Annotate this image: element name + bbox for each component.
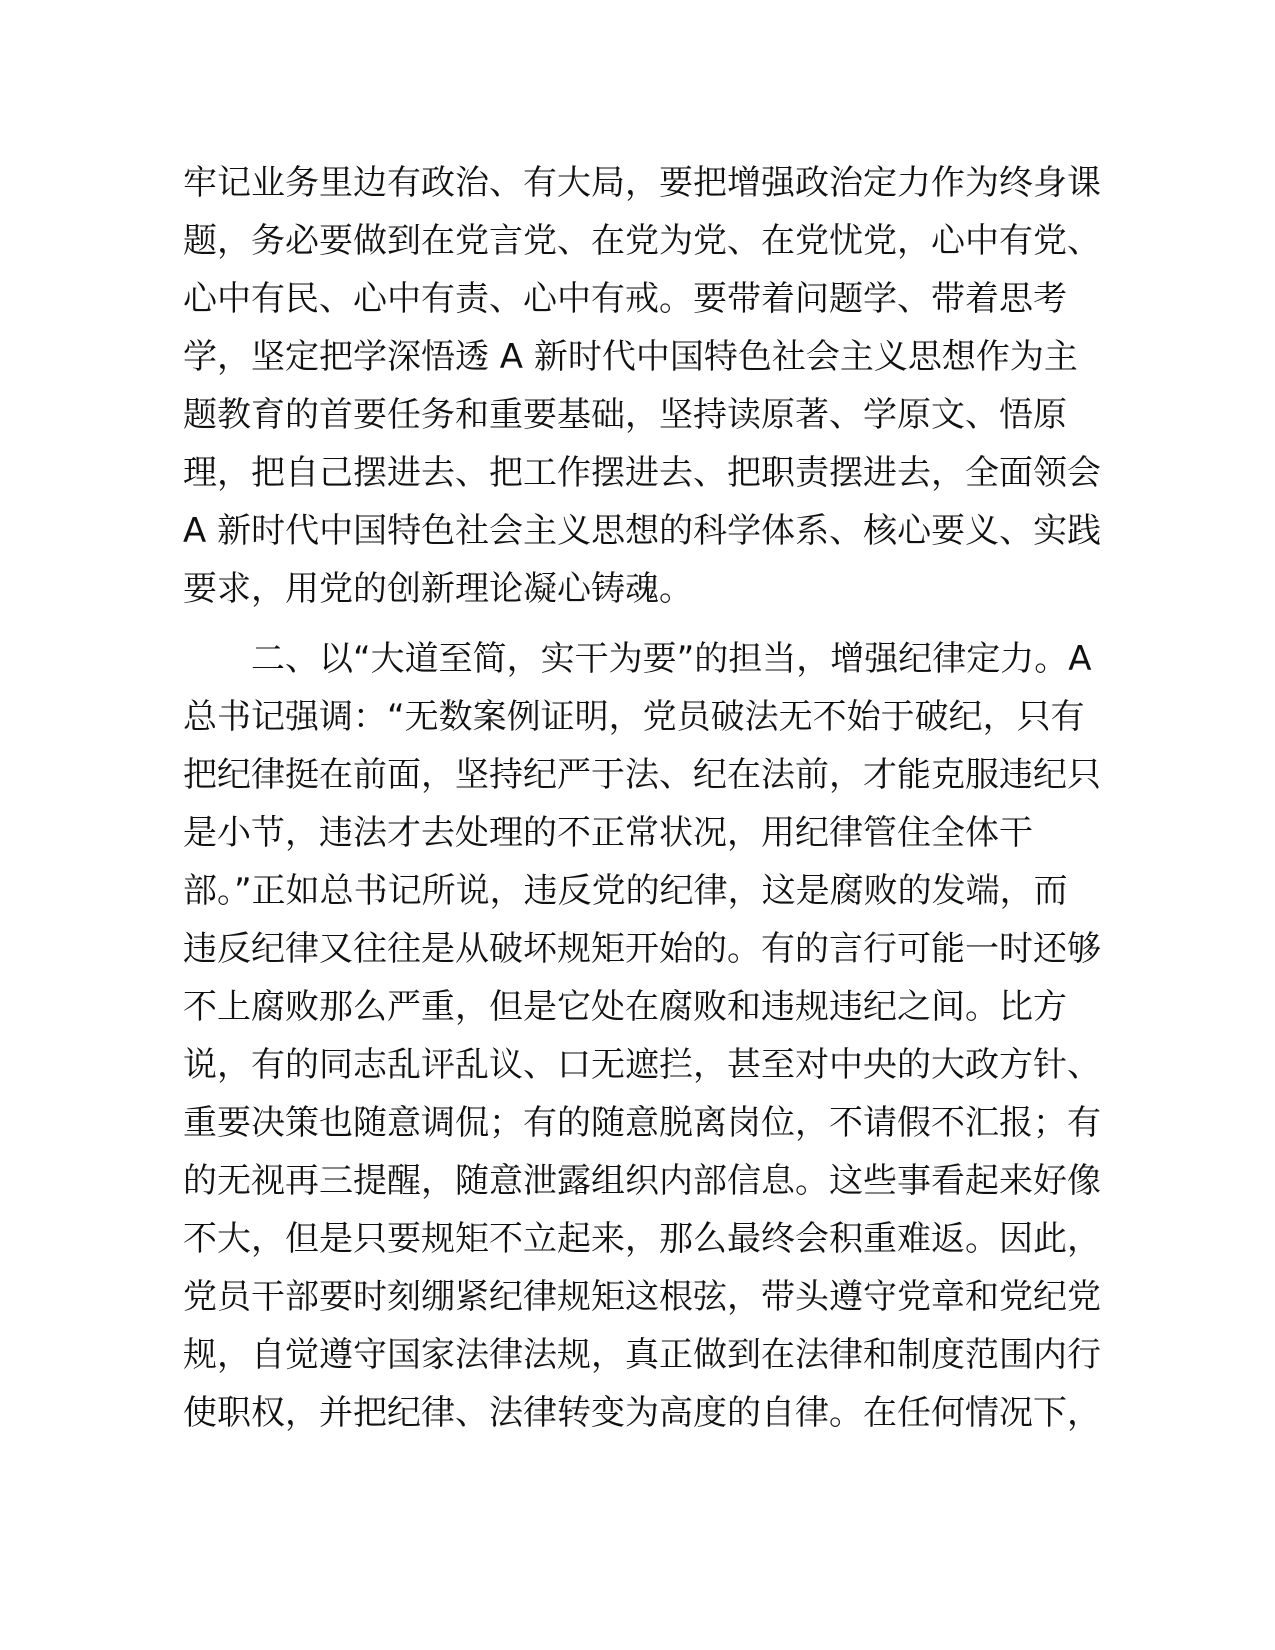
text-line: 说，有的同志乱评乱议、口无遮拦，甚至对中央的大政方针、 (183, 1045, 1101, 1085)
text-line: 不上腐败那么严重，但是它处在腐败和违规违纪之间。比方 (183, 987, 1067, 1027)
paragraph-gap (183, 618, 1083, 630)
text-line: 是小节，违法才去处理的不正常状况，用纪律管住全体干 (183, 813, 1033, 853)
text-line: 题教育的首要任务和重要基础，坚持读原著、学原文、悟原 (183, 395, 1067, 435)
text-line: 心中有民、心中有责、心中有戒。要带着问题学、带着思考 (183, 279, 1067, 319)
text-line: 牢记业务里边有政治、有大局，要把增强政治定力作为终身课 (183, 163, 1101, 203)
text-line: 学，坚定把学深悟透 A 新时代中国特色社会主义思想作为主 (183, 337, 1078, 377)
text-line: A 新时代中国特色社会主义思想的科学体系、核心要义、实践 (183, 511, 1102, 551)
text-line: 的无视再三提醒，随意泄露组织内部信息。这些事看起来好像 (183, 1161, 1101, 1201)
text-line: 不大，但是只要规矩不立起来，那么最终会积重难返。因此， (183, 1219, 1101, 1259)
text-line: 题，务必要做到在党言党、在党为党、在党忧党，心中有党、 (183, 221, 1101, 261)
text-line: 把纪律挺在前面，坚持纪严于法、纪在法前，才能克服违纪只 (183, 755, 1101, 795)
document-body (183, 154, 1102, 1442)
text-line: 使职权，并把纪律、法律转变为高度的自律。在任何情况下， (183, 1393, 1101, 1433)
text-line: 理，把自己摆进去、把工作摆进去、把职责摆进去，全面领会 (183, 453, 1101, 493)
text-line: 违反纪律又往往是从破坏规矩开始的。有的言行可能一时还够 (183, 929, 1101, 969)
text-line: 重要决策也随意调侃；有的随意脱离岗位，不请假不汇报；有 (183, 1103, 1101, 1143)
text-line: 部。”正如总书记所说，违反党的纪律，这是腐败的发端，而 (183, 871, 1068, 911)
text-line: 二、以“大道至简，实干为要”的担当，增强纪律定力。A (183, 639, 1092, 679)
text-line: 要求，用党的创新理论凝心铸魂。 (183, 569, 693, 609)
text-line: 总书记强调：“无数案例证明，党员破法无不始于破纪，只有 (183, 697, 1085, 737)
paragraph-2 (183, 630, 1101, 1442)
paragraph-1 (183, 154, 1102, 618)
text-line: 党员干部要时刻绷紧纪律规矩这根弦，带头遵守党章和党纪党 (183, 1277, 1101, 1317)
text-line: 规，自觉遵守国家法律法规，真正做到在法律和制度范围内行 (183, 1335, 1101, 1375)
